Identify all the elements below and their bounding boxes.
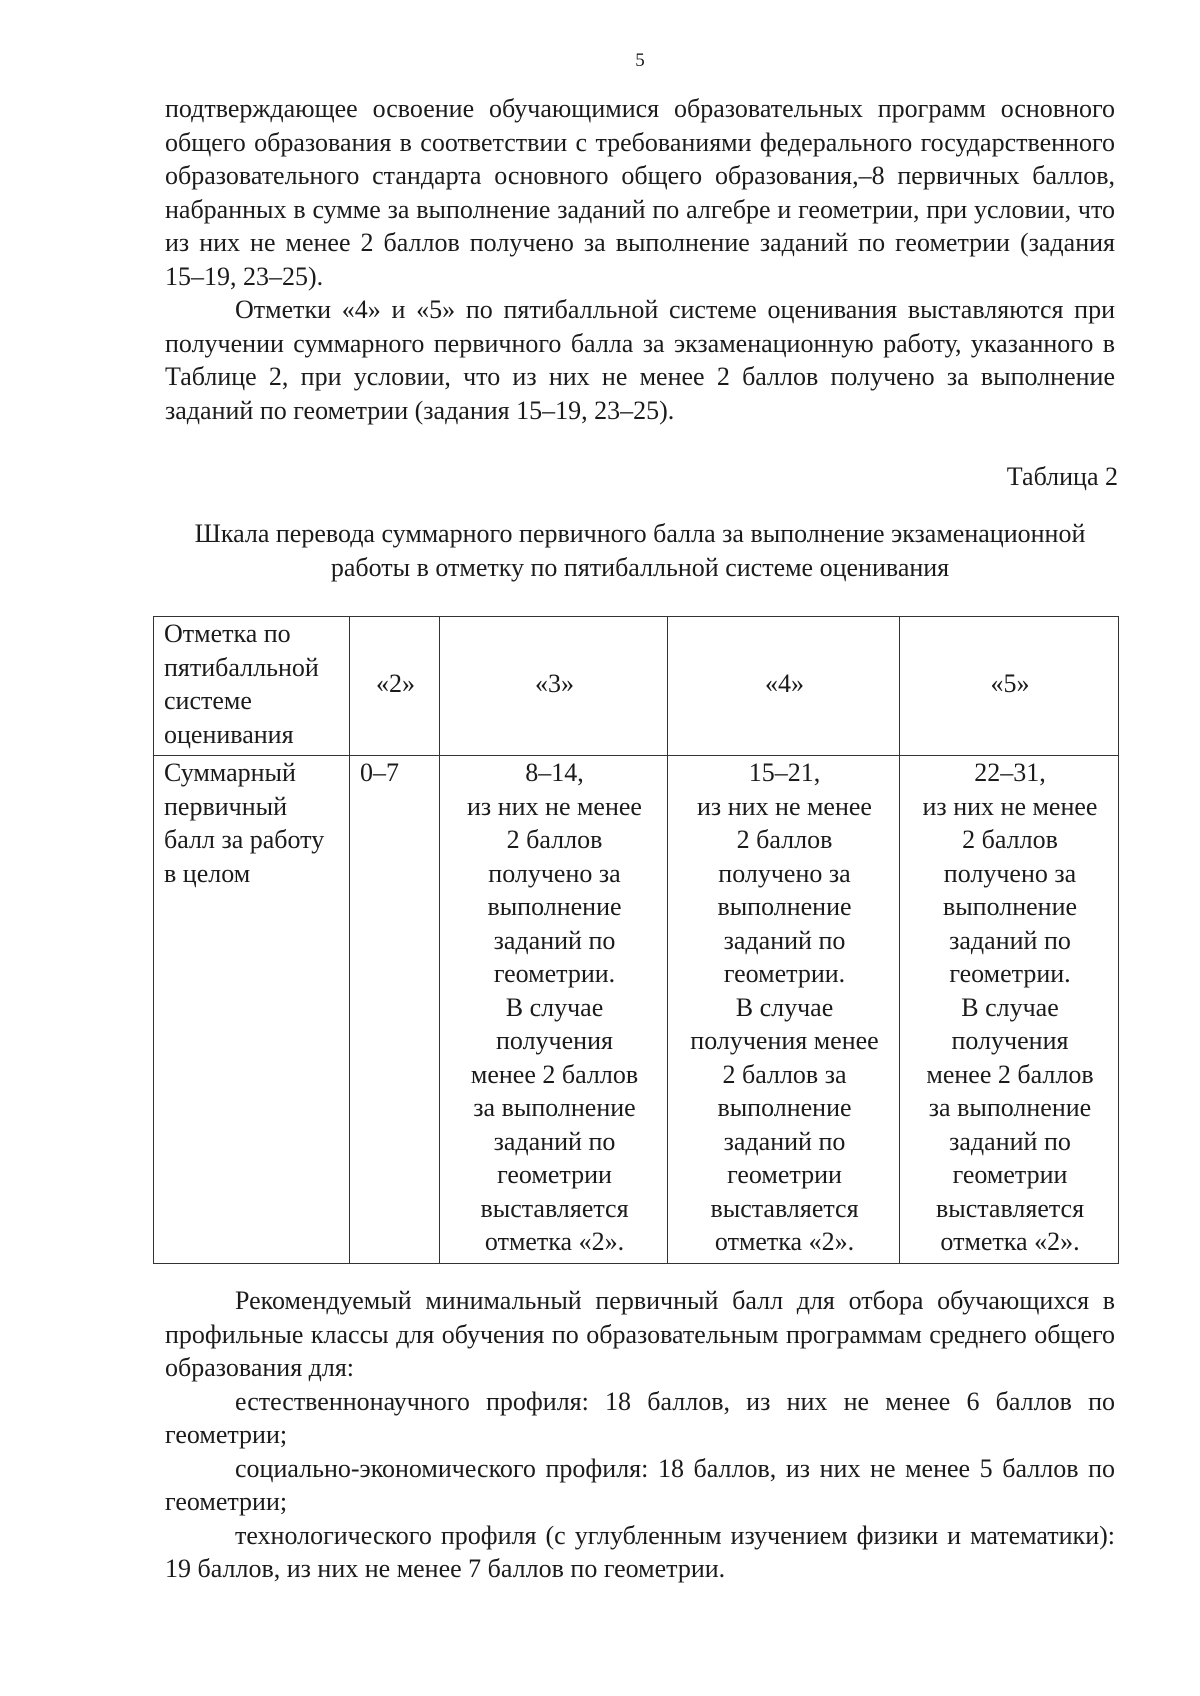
grade-2-header: «2» [350, 617, 440, 756]
header-label-cell: Отметка по пятибалльной системе оценивания [154, 617, 350, 756]
grade-5-cell: 22–31, из них не менее 2 баллов получено за выполнение заданий по геометрии. В случае получения менее 2 баллов за выполнение заданий по геометрии выставляется отметка «2». [900, 756, 1119, 1264]
grade-3-header: «3» [440, 617, 668, 756]
profile-paragraph-4: технологического профиля (с углубленным изучением физики и математики): 19 баллов, из них не менее 7 баллов по геометрии. [165, 1520, 1115, 1583]
grade-4-cell: 15–21, из них не менее 2 баллов получено за выполнение заданий по геометрии. В случае получения менее 2 баллов за выполнение заданий по геометрии выставляется отметка «2». [668, 756, 900, 1264]
grade-conversion-table [153, 616, 1119, 1264]
grade-5-header: «5» [900, 617, 1119, 756]
row-label-cell: Суммарный первичный балл за работу в целом [154, 756, 350, 1264]
profile-paragraph-3: социально-экономического профиля: 18 баллов, из них не менее 5 баллов по геометрии; [165, 1453, 1115, 1516]
table-header-row [154, 617, 1119, 756]
profile-paragraph-1: Рекомендуемый минимальный первичный балл для отбора обучающихся в профильные классы для обучения по образовательным программам среднего общего образования для: [165, 1286, 1115, 1382]
grade-4-header: «4» [668, 617, 900, 756]
intro-paragraph-1: подтверждающее освоение обучающимися образовательных программ основного общего образования в соответствии с требованиями федерального государственного образовательного стандарта основного общего образования,–8 первичных баллов, набранных в сумме за выполнение заданий по алгебре и геометрии, при условии, что из них не менее 2 баллов получено за выполнение заданий по геометрии (задания 15–19, 23–25). [165, 94, 1115, 291]
profile-text [165, 1284, 1115, 1586]
table-score-row [154, 756, 1119, 1264]
profile-paragraph-2: естественнонаучного профиля: 18 баллов, из них не менее 6 баллов по геометрии; [165, 1386, 1115, 1449]
table-caption: Таблица 2 [1006, 462, 1118, 491]
intro-text [165, 92, 1115, 427]
grade-2-cell: 0–7 [350, 756, 440, 1264]
page-number: 5 [635, 50, 645, 71]
grade-3-cell: 8–14, из них не менее 2 баллов получено за выполнение заданий по геометрии. В случае получения менее 2 баллов за выполнение заданий по геометрии выставляется отметка «2». [440, 756, 668, 1264]
table-title: Шкала перевода суммарного первичного балла за выполнение экзаменационной работы в отметку по пятибалльной системе оценивания [194, 519, 1086, 582]
intro-paragraph-2: Отметки «4» и «5» по пятибалльной системе оценивания выставляются при получении суммарного первичного балла за экзаменационную работу, указанного в Таблице 2, при условии, что из них не менее 2 баллов получено за выполнение заданий по геометрии (задания 15–19, 23–25). [165, 295, 1115, 425]
